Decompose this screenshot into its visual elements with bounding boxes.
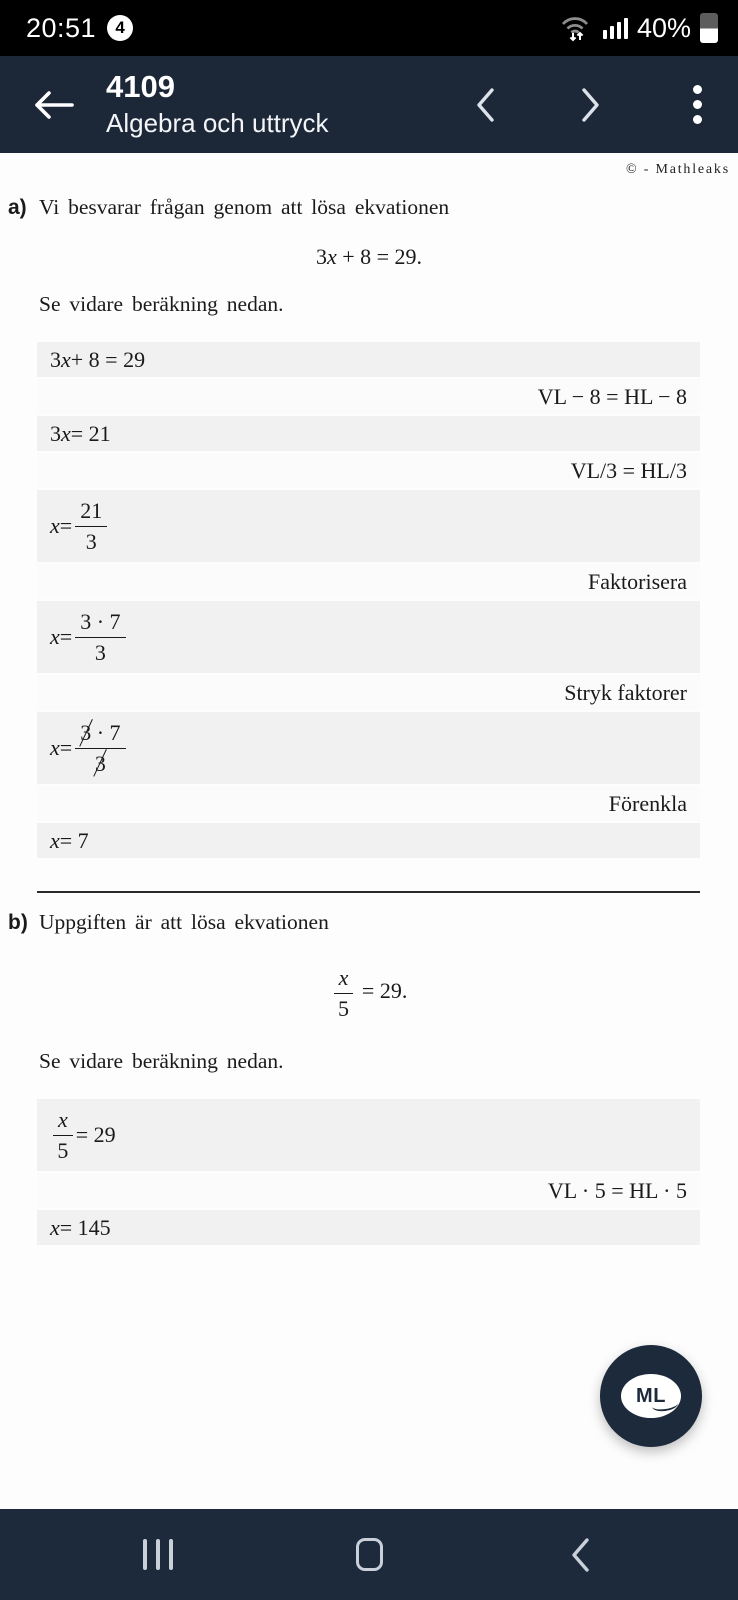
battery-percent: 40% [636,12,691,43]
solution-table [37,1099,700,1245]
math-variable: x [58,1107,68,1132]
math-text: + 8 = 29. [336,244,423,269]
math-variable: x [50,1214,60,1240]
math-text: = 7 [59,827,89,853]
header-titles [106,70,456,138]
math-variable: x [50,735,60,760]
page-subtitle: Algebra och uttryck [106,107,329,138]
fraction-denominator [95,749,106,778]
cancelled-factor: 3 [80,720,92,745]
math-text: 3 [315,244,327,269]
math-text: = [59,735,73,760]
see-calculation-note: Se vidare beräkning nedan. [39,1049,284,1073]
solution-equation-row [37,601,700,673]
math-variable: x [61,420,71,446]
math-variable: x [61,346,71,372]
math-text: 3 [94,639,106,665]
math-text: 3 · 7 [80,609,121,634]
solution-equation-row [37,1210,700,1245]
fraction [75,497,107,555]
fraction [75,608,125,666]
display-equation [0,244,738,270]
chevron-left-icon [473,85,497,125]
fraction-denominator [57,1136,68,1165]
nav-back-button[interactable] [550,1525,610,1585]
fraction-numerator [334,964,354,994]
math-text: Stryk faktorer [564,679,687,705]
math-variable: x [50,624,60,649]
part-heading [0,893,738,935]
page-title: 4109 [106,69,175,105]
solution-equation-row [37,712,700,784]
math-text: = [59,513,73,538]
fraction-numerator [75,719,125,749]
math-text: 5 [57,1137,69,1163]
back-arrow-icon [32,88,74,122]
recents-icon [143,1539,173,1570]
solution-description-row [37,786,700,821]
math-variable: x [50,827,60,853]
math-text: Förenkla [608,790,687,816]
solution-description-row [37,379,700,414]
solution-equation-row [37,490,700,562]
fraction-numerator [75,608,125,638]
math-variable: x [338,965,349,990]
next-exercise-button[interactable] [562,85,620,125]
solution-description-row [37,675,700,710]
math-variable: x [326,244,337,269]
recents-button[interactable] [128,1525,188,1585]
math-text: · 7 [91,720,121,745]
solution-description-row [37,1173,700,1208]
part-label: b) [8,911,28,934]
math-text: VL/3 = HL/3 [570,457,687,483]
fraction [334,964,354,1022]
part-intro-text: Uppgiften är att lösa ekvationen [39,910,329,934]
solution-equation-row [37,1099,700,1171]
status-bar [0,0,738,56]
ml-logo: ML [621,1374,681,1418]
math-text: = 29. [356,978,408,1004]
fraction-denominator [95,638,106,667]
math-text: 3 [50,346,61,372]
part-label: a) [8,196,27,219]
copyright-note: © - Mathleaks [625,162,730,177]
fraction-numerator [53,1106,73,1136]
math-text: + 8 = 29 [70,346,146,372]
solution-content [0,153,738,1245]
signal-bars-icon [603,17,628,39]
see-calculation-note: Se vidare beräkning nedan. [39,292,284,316]
previous-exercise-button[interactable] [456,85,514,125]
solution-sections [0,178,738,1245]
solution-equation-row [37,823,700,858]
solution-equation-row [37,416,700,451]
back-button[interactable] [0,88,106,122]
part-heading [0,178,738,220]
math-text: 5 [338,995,350,1021]
clock: 20:51 [26,12,97,43]
math-text: = 21 [70,420,111,446]
math-text: VL − 8 = HL − 8 [537,383,687,409]
chevron-right-icon [579,85,603,125]
math-text: 3 [50,420,61,446]
home-icon [356,1538,383,1571]
math-text: Faktorisera [588,568,687,594]
math-text: VL · 5 = HL · 5 [547,1177,687,1203]
math-text: = 29 [75,1122,116,1147]
display-equation [0,959,738,1027]
fraction [53,1106,73,1164]
mathleaks-fab-button[interactable] [600,1345,702,1447]
fraction-numerator [75,497,107,527]
solution-table [37,342,700,858]
solution-equation-row [37,342,700,377]
math-text: 21 [80,498,103,523]
fraction [75,719,125,777]
math-text: = [59,624,73,649]
math-variable: x [50,513,60,538]
wifi-icon [560,13,594,43]
nav-back-icon [569,1537,591,1573]
overflow-menu-button[interactable] [668,85,726,124]
fraction-denominator [338,994,349,1023]
fraction-denominator [86,527,97,556]
solution-description-row [37,564,700,599]
math-text: 3 [85,528,97,554]
cancelled-factor: 3 [94,750,106,776]
math-text: = 145 [59,1214,111,1240]
notification-badge: 4 [107,15,133,41]
kebab-menu-icon [693,85,702,94]
home-button[interactable] [339,1525,399,1585]
part-intro-text: Vi besvarar frågan genom att lösa ekvationen [39,195,450,219]
status-bar-right [560,13,718,44]
app-header [0,56,738,153]
status-bar-left [26,13,133,44]
android-navigation-bar [0,1509,738,1600]
battery-icon [700,13,718,43]
solution-description-row [37,453,700,488]
